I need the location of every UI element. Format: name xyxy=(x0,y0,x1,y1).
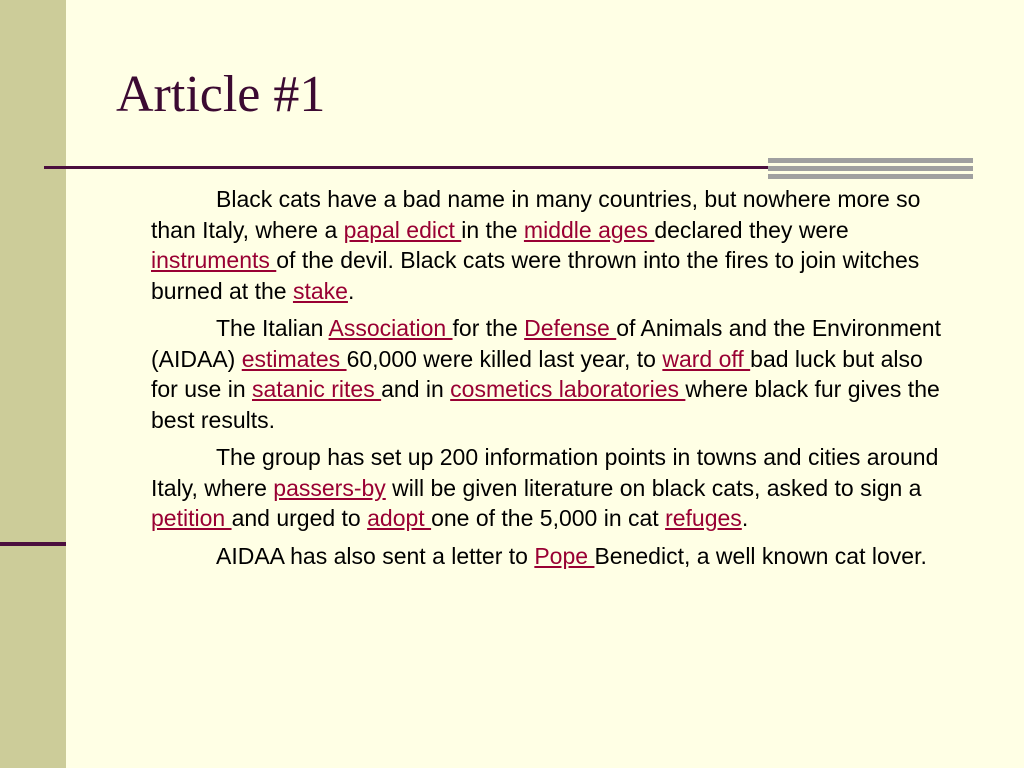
paragraph-text: Black cats have a bad name in many countries, but nowhere more so than Italy, where a xyxy=(151,186,921,243)
hyperlink[interactable]: passers-by xyxy=(273,474,386,501)
paragraph xyxy=(151,541,951,572)
paragraph xyxy=(151,313,951,435)
hyperlink[interactable]: refuges xyxy=(665,505,742,531)
hyperlink[interactable]: papal edict xyxy=(343,216,462,243)
paragraph-text: 60,000 were killed last year, to xyxy=(346,345,663,372)
paragraph xyxy=(151,442,951,534)
paragraph-text: bad luck but also for use in xyxy=(151,345,923,402)
sidebar-accent-line xyxy=(0,542,66,546)
hyperlink[interactable]: Defense xyxy=(524,315,617,341)
hyperlink[interactable]: stake xyxy=(292,277,348,304)
hyperlink[interactable]: petition xyxy=(151,505,232,531)
hyperlink[interactable]: estimates xyxy=(241,345,347,372)
hyperlink[interactable]: adopt xyxy=(367,505,432,531)
paragraph-text: will be given literature on black cats, asked to sign a xyxy=(385,474,922,501)
paragraph-text: . xyxy=(741,505,749,531)
paragraph-text: and urged to xyxy=(231,505,368,531)
hyperlink[interactable]: ward off xyxy=(662,345,751,372)
paragraph-text: for the xyxy=(452,315,525,341)
article-body xyxy=(151,184,951,578)
paragraph-text: in the xyxy=(461,216,524,243)
paragraph xyxy=(151,184,951,306)
paragraph-text: where black fur gives the best results. xyxy=(151,376,940,433)
accent-bar xyxy=(768,166,973,171)
paragraph-text: Benedict, a well known cat lover. xyxy=(594,542,927,569)
sidebar-band xyxy=(0,0,66,768)
title-divider xyxy=(44,166,768,169)
paragraph-text: AIDAA has also sent a letter to xyxy=(216,542,535,569)
paragraph-text: The group has set up 200 information points in towns and cities around Italy, where xyxy=(151,444,939,501)
slide-title: Article #1 xyxy=(116,66,326,123)
hyperlink[interactable]: Association xyxy=(328,315,453,341)
paragraph-text: one of the 5,000 in cat xyxy=(431,505,666,531)
hyperlink[interactable]: Pope xyxy=(534,542,595,569)
hyperlink[interactable]: cosmetics laboratories xyxy=(450,376,686,402)
hyperlink[interactable]: satanic rites xyxy=(252,376,382,402)
accent-bar xyxy=(768,158,973,163)
paragraph-text: declared they were xyxy=(654,216,849,243)
paragraph-text: of the devil. Black cats were thrown into the fires to join witches burned at the xyxy=(151,247,920,304)
accent-bar xyxy=(768,174,973,179)
accent-bars xyxy=(768,158,973,182)
paragraph-text: of Animals and the Environment (AIDAA) xyxy=(151,315,941,372)
paragraph-text: and in xyxy=(381,376,451,402)
hyperlink[interactable]: middle ages xyxy=(523,216,655,243)
hyperlink[interactable]: instruments xyxy=(151,247,277,273)
paragraph-text: . xyxy=(347,277,355,304)
paragraph-text: The Italian xyxy=(216,315,329,341)
